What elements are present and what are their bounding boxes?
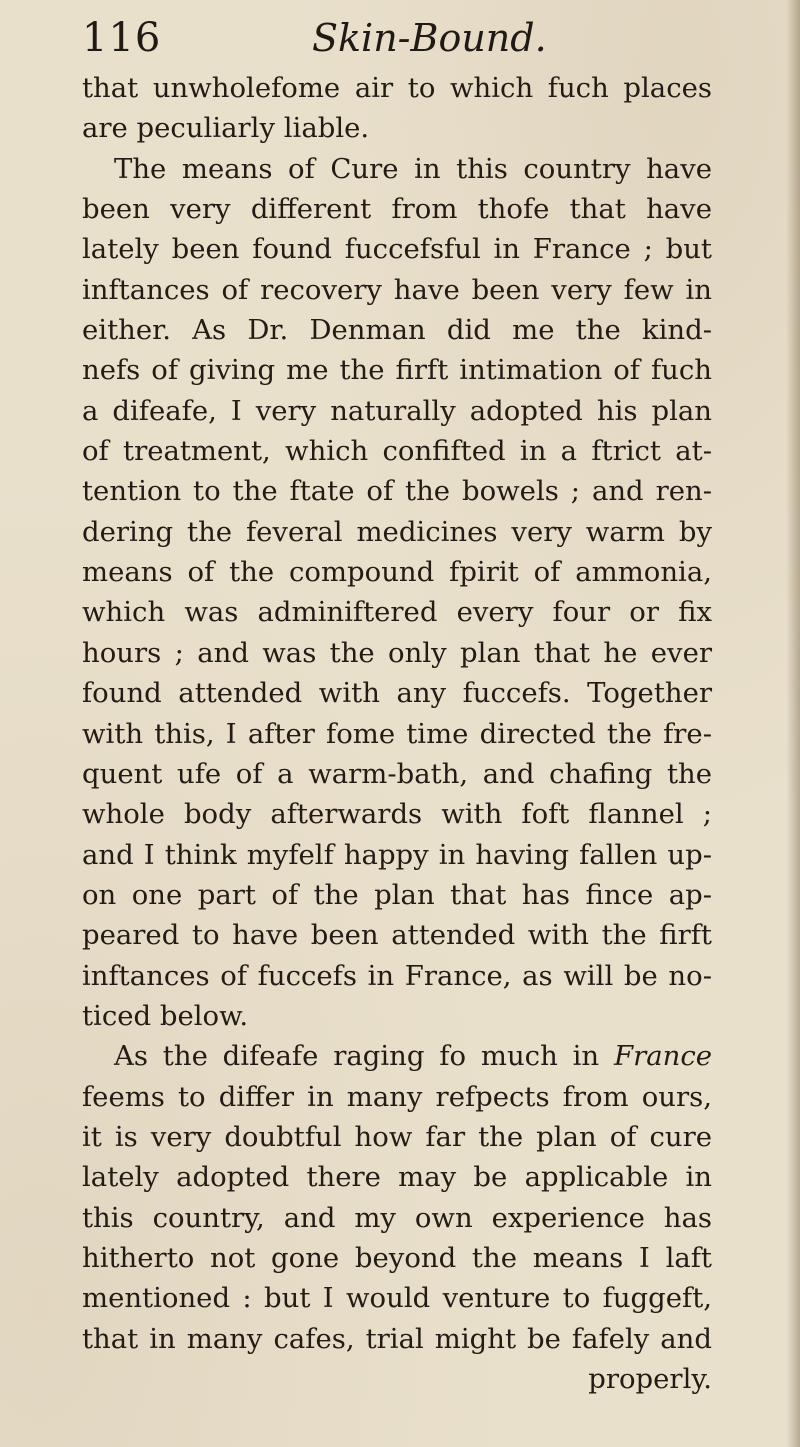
- text-line: this country, and my own experience has: [82, 1201, 712, 1234]
- text-line: feems to differ in many refpects from ours,: [82, 1080, 712, 1113]
- text-line: peared to have been attended with the firft: [82, 919, 712, 952]
- body-text: [82, 68, 712, 1399]
- text-line: found attended with any fuccefs. Together: [82, 677, 712, 710]
- text-line: ticed below.: [82, 999, 249, 1032]
- text-line: either. As Dr. Denman did me the kind-: [82, 314, 712, 347]
- running-head: [82, 8, 702, 68]
- text-line: hitherto not gone beyond the means I laft: [82, 1241, 712, 1274]
- text-line: inftances of recovery have been very few in: [82, 273, 712, 306]
- running-title: Skin-Bound.: [312, 16, 547, 60]
- text-line: means of the compound fpirit of ammonia,: [82, 556, 712, 589]
- text-line: a difeafe, I very naturally adopted his plan: [82, 394, 712, 427]
- text-line: nefs of giving me the firft intimation of fuch: [82, 354, 712, 387]
- text-line: and I think myfelf happy in having fallen up-: [82, 838, 712, 871]
- text-line: been very different from thofe that have: [82, 193, 712, 226]
- text-line: on one part of the plan that has fince ap-: [82, 878, 712, 911]
- text-line: The means of Cure in this country have: [114, 152, 712, 185]
- text-line: are peculiarly liable.: [82, 112, 370, 145]
- text-line: mentioned : but I would venture to fuggeft,: [82, 1282, 712, 1315]
- text-line: which was adminiftered every four or fix: [82, 596, 712, 629]
- text-line: that in many cafes, trial might be fafely and: [82, 1322, 712, 1355]
- text-run: As the difeafe raging fo much in: [114, 1040, 600, 1073]
- text-line: it is very doubtful how far the plan of cure: [82, 1120, 712, 1153]
- text-line: hours ; and was the only plan that he ever: [82, 636, 712, 669]
- page-number: 116: [82, 15, 162, 61]
- text-line: [82, 1036, 712, 1076]
- text-line: tention to the ftate of the bowels ; and ren-: [82, 475, 712, 508]
- page-gutter-shadow: [786, 0, 800, 1447]
- text-line: lately adopted there may be applicable in: [82, 1161, 712, 1194]
- text-line: with this, I after fome time directed the fre-: [82, 717, 712, 750]
- text-line: that unwholefome air to which fuch places: [82, 72, 712, 104]
- text-line: whole body afterwards with foft flannel ;: [82, 798, 712, 831]
- text-line: lately been found fuccefsful in France ; but: [82, 233, 712, 266]
- catchword: properly.: [588, 1363, 712, 1395]
- text-line: inftances of fuccefs in France, as will be no-: [82, 959, 712, 992]
- italic-place-name: France: [613, 1040, 712, 1073]
- text-line: dering the feveral medicines very warm by: [82, 515, 712, 548]
- text-line: quent ufe of a warm-bath, and chafing the: [82, 757, 712, 790]
- text-line: of treatment, which confifted in a ftrict at-: [82, 435, 712, 468]
